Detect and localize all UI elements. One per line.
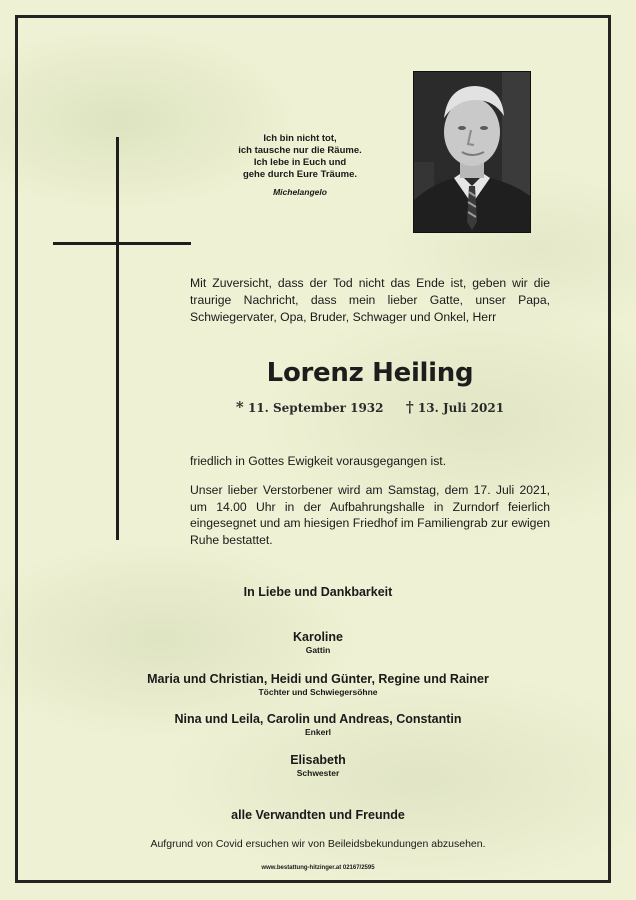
quote-line: gehe durch Eure Träume. (242, 169, 358, 180)
mourner-names: Nina und Leila, Carolin und Andreas, Constantin (174, 712, 462, 726)
covid-note: Aufgrund von Covid ersuchen wir von Beileidsbekundungen abzusehen. (150, 838, 486, 850)
quote-line: Ich lebe in Euch und (253, 157, 347, 168)
mourner-relation: Töchter und Schwiegersöhne (258, 687, 378, 697)
death-symbol: † (405, 398, 414, 416)
passed-away-text: friedlich in Gottes Ewigkeit vorausgegangen ist. (190, 454, 447, 468)
undertaker-footer: www.bestattung-hitzinger.at 02167/2595 (261, 865, 375, 871)
cross-vertical-bar (116, 137, 119, 540)
mourner-names: Karoline (292, 630, 343, 644)
portrait-photo (413, 71, 531, 233)
birth-symbol: * (235, 398, 244, 416)
memorial-quote (212, 133, 388, 198)
mourner-group (40, 712, 596, 737)
life-dates (190, 398, 550, 416)
mourner-group (40, 672, 596, 697)
mourner-relation: Enkerl (305, 727, 331, 737)
portrait-image (414, 72, 530, 232)
birth-date: 11. September 1932 (247, 401, 384, 415)
mourner-group (40, 630, 596, 655)
closing-heading: In Liebe und Dankbarkeit (243, 585, 393, 599)
mourner-relation: Gattin (305, 645, 331, 655)
mourner-names: Elisabeth (290, 753, 346, 767)
quote-line: ich tausche nur die Räume. (238, 145, 362, 156)
quote-author: Michelangelo (273, 187, 327, 197)
mourner-names: Maria und Christian, Heidi und Günter, Regine und Rainer (147, 672, 489, 686)
cross-horizontal-bar (53, 242, 191, 245)
deceased-name: Lorenz Heiling (266, 358, 474, 388)
death-date: 13. Juli 2021 (417, 401, 505, 415)
mourner-relation: Schwester (296, 768, 340, 778)
relatives-line: alle Verwandten und Freunde (231, 808, 405, 822)
mourner-group (40, 753, 596, 778)
quote-line: Ich bin nicht tot, (263, 133, 337, 144)
funeral-details: Unser lieber Verstorbener wird am Samstag, dem 17. Juli 2021, um 14.00 Uhr in der Aufbahrungshalle in Zurndorf feierlich eingesegnet und am hiesigen Friedhof im Familiengrab zur ewigen Ruhe bestattet. (190, 483, 550, 547)
announcement-intro: Mit Zuversicht, dass der Tod nicht das Ende ist, geben wir die traurige Nachricht, dass mein lieber Gatte, unser Papa, Schwiegervater, Opa, Bruder, Schwager und Onkel, Herr (190, 276, 550, 324)
